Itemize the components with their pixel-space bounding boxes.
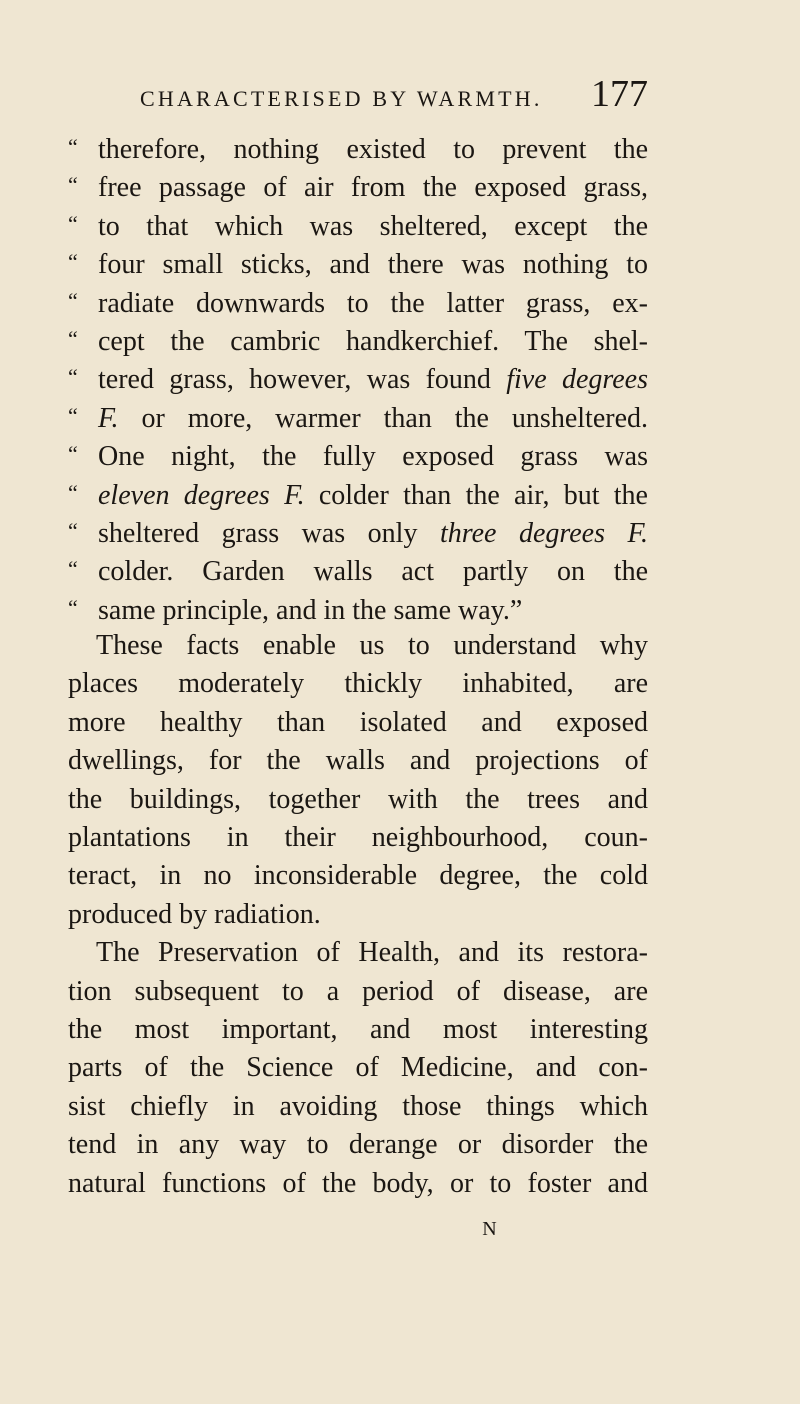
quote-mark: “ [68, 556, 78, 582]
text-line: more healthy than isolated and exposed [68, 706, 648, 738]
quote-mark: “ [68, 249, 78, 275]
signature-mark: N [482, 1218, 498, 1240]
page-number: 177 [591, 73, 648, 115]
text-line: “ therefore, nothing existed to prevent the [68, 128, 648, 166]
text-line: dwellings, for the walls and projections of [68, 745, 648, 777]
text-line: “ sheltered grass was only three degrees F. [68, 512, 648, 550]
text-line: “ F. or more, warmer than the unsheltered. [68, 397, 648, 435]
text-line: sist chiefly in avoiding those things which [68, 1090, 648, 1122]
text-line: “ tered grass, however, was found five degrees [68, 358, 648, 396]
quote-mark: “ [68, 441, 78, 467]
text-line: tend in any way to derange or disorder the [68, 1129, 648, 1161]
page-header [140, 72, 660, 118]
running-head: CHARACTERISED BY WARMTH. [140, 86, 543, 111]
text-line: “ same principle, and in the same way.” [68, 589, 648, 627]
text-line: teract, in no inconsiderable degree, the cold [68, 860, 648, 892]
text-line: “ One night, the fully exposed grass was [68, 435, 648, 473]
text-line: the buildings, together with the trees and [68, 783, 648, 815]
text-line: “ colder. Garden walls act partly on the [68, 550, 648, 588]
text-line: “ radiate downwards to the latter grass, ex- [68, 282, 648, 320]
text-line: “ free passage of air from the exposed grass, [68, 166, 648, 204]
text-line: parts of the Science of Medicine, and con- [68, 1052, 648, 1084]
quote-mark: “ [68, 325, 78, 351]
quote-mark: “ [68, 287, 78, 313]
text-line: natural functions of the body, or to foster and [68, 1167, 648, 1199]
text-line: “ four small sticks, and there was nothing to [68, 243, 648, 281]
quote-mark: “ [68, 134, 78, 159]
text-line: “ to that which was sheltered, except the [68, 205, 648, 243]
quote-mark: “ [68, 210, 78, 236]
text-line: These facts enable us to understand why [96, 630, 648, 662]
text-line: “ eleven degrees F. colder than the air, but the [68, 474, 648, 512]
text-line: The Preservation of Health, and its restora- [96, 937, 648, 969]
text-line: “ cept the cambric handkerchief. The shel- [68, 320, 648, 358]
text-line: tion subsequent to a period of disease, are [68, 975, 648, 1007]
quote-mark: “ [68, 517, 78, 543]
quote-mark: “ [68, 479, 78, 505]
text-line: the most important, and most interesting [68, 1013, 648, 1045]
text-line: produced by radiation. [68, 898, 321, 930]
quote-mark: “ [68, 402, 78, 428]
quote-mark: “ [68, 172, 78, 198]
text-line: places moderately thickly inhabited, are [68, 668, 648, 700]
quote-mark: “ [68, 594, 78, 620]
text-line: plantations in their neighbourhood, coun- [68, 822, 648, 854]
quote-mark: “ [68, 364, 78, 390]
body-text [68, 128, 648, 1203]
